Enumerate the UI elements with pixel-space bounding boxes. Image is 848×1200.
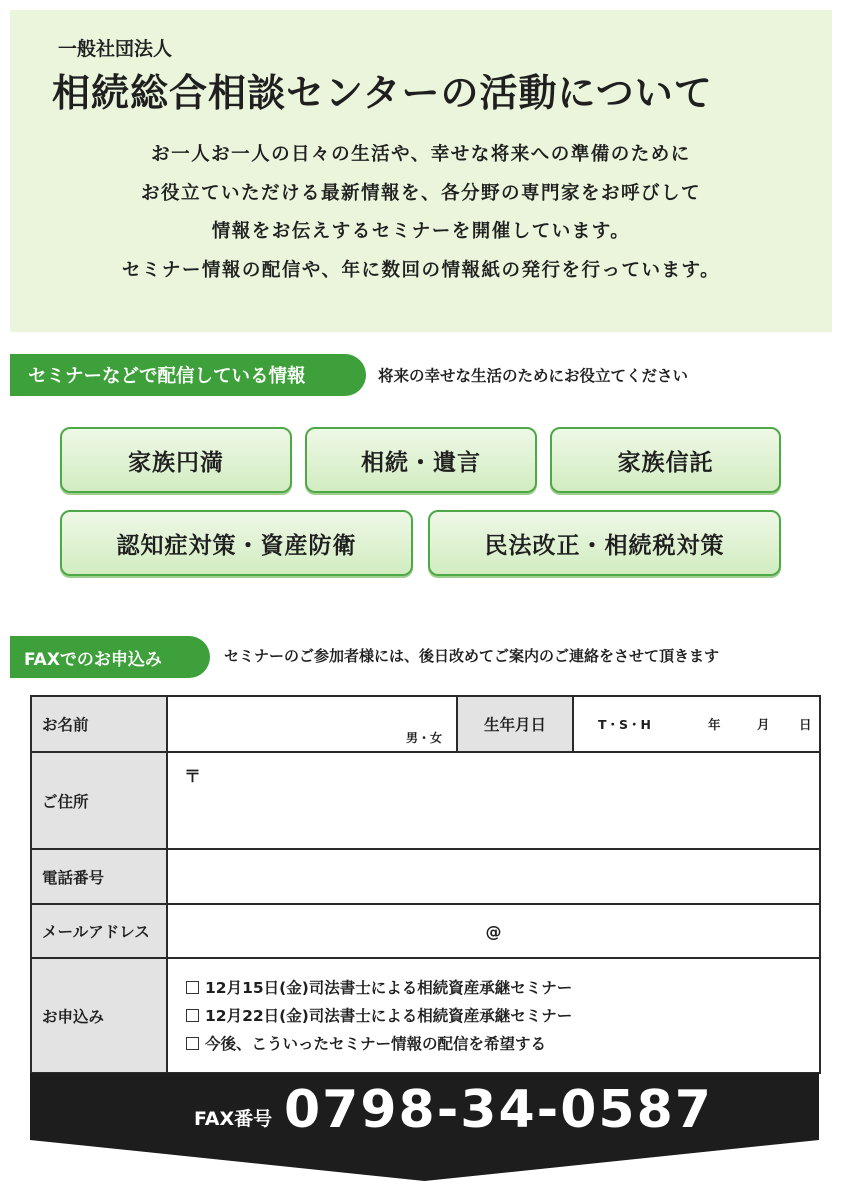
name-field[interactable] — [167, 696, 457, 752]
option-seminar-dec15[interactable] — [186, 974, 819, 1002]
birthdate-field[interactable] — [573, 696, 820, 752]
apply-label: お申込み — [31, 958, 167, 1073]
postal-mark: 〒 — [184, 767, 201, 787]
topic-family-harmony: 家族円満 — [60, 427, 292, 493]
topic-family-trust: 家族信託 — [550, 427, 781, 493]
application-form — [30, 695, 821, 1074]
birthdate-label: 生年月日 — [457, 696, 573, 752]
fax-label: FAX番号 — [194, 1108, 273, 1130]
fax-number: 0798-34-0587 — [284, 1080, 713, 1140]
option-newsletter[interactable] — [186, 1030, 819, 1058]
email-field[interactable] — [167, 904, 820, 958]
option-text: 今後、こういったセミナー情報の配信を希望する — [205, 1034, 547, 1053]
checkbox[interactable] — [186, 1037, 199, 1050]
apply-options — [167, 958, 820, 1073]
intro-line: お一人お一人の日々の生活や、幸せな将来への準備のために — [151, 144, 691, 165]
address-label: ご住所 — [31, 752, 167, 849]
month-unit: 月 — [757, 717, 770, 732]
checkbox[interactable] — [186, 981, 199, 994]
era-choice[interactable]: T・S・H — [598, 717, 651, 732]
topic-inheritance-will: 相続・遺言 — [305, 427, 537, 493]
topics-section-label: セミナーなどで配信している情報 — [10, 354, 366, 396]
checkbox[interactable] — [186, 1009, 199, 1022]
page-title: 相続総合相談センターの活動について — [52, 71, 713, 115]
name-label: お名前 — [31, 696, 167, 752]
topics-section-note: 将来の幸せな生活のためにお役立てください — [378, 367, 689, 385]
phone-label: 電話番号 — [31, 849, 167, 904]
email-label: メールアドレス — [31, 904, 167, 958]
phone-field[interactable] — [167, 849, 820, 904]
intro-text — [10, 136, 832, 290]
fax-section-label: FAXでのお申込み — [10, 636, 210, 678]
intro-line: お役立ていただける最新情報を、各分野の専門家をお呼びして — [140, 182, 701, 204]
option-text: 12月22日(金)司法書士による相続資産承継セミナー — [205, 1006, 573, 1025]
year-unit: 年 — [708, 717, 721, 732]
day-unit: 日 — [799, 717, 812, 732]
intro-line: 情報をお伝えするセミナーを開催しています。 — [211, 221, 631, 242]
intro-line: セミナー情報の配信や、年に数回の情報紙の発行を行っています。 — [121, 259, 721, 281]
fax-section-note: セミナーのご参加者様には、後日改めてご案内のご連絡をさせて頂きます — [224, 647, 720, 665]
option-seminar-dec22[interactable] — [186, 1002, 819, 1030]
topic-civil-law-tax: 民法改正・相続税対策 — [428, 510, 781, 576]
at-mark: @ — [485, 921, 502, 941]
option-text: 12月15日(金)司法書士による相続資産承継セミナー — [205, 978, 573, 997]
address-field[interactable] — [167, 752, 820, 849]
organization-type: 一般社団法人 — [58, 38, 173, 60]
topic-dementia-asset-protection: 認知症対策・資産防衛 — [60, 510, 413, 576]
sex-choice[interactable]: 男・女 — [405, 731, 442, 745]
